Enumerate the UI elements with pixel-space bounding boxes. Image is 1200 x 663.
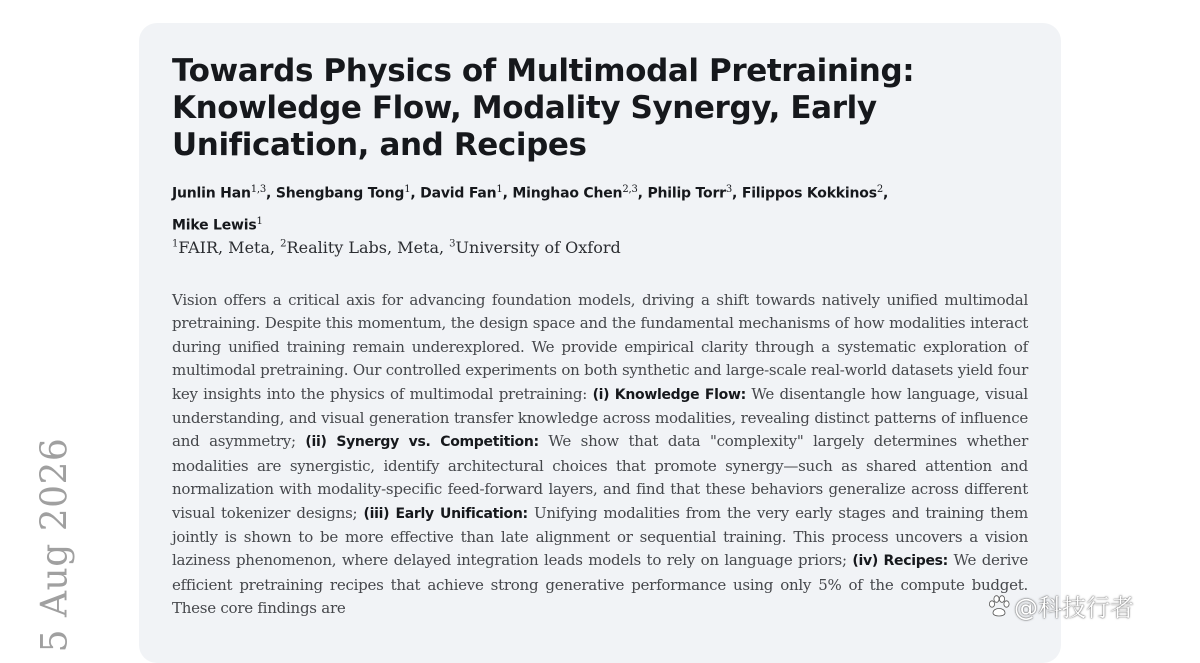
affiliation-number: 2 [280,238,287,250]
author-name: David Fan [420,185,497,202]
author-affiliation: 1 [496,184,503,195]
abstract-text-segment: We derive efficient pretraining recipes that achieve strong generative performance using only 5% of the compute budget. These core findings are [172,551,1028,618]
author-affiliation: 1 [404,184,411,195]
abstract-text-segment: We disentangle how language, visual understanding, and visual generation transfer knowledge across modalities, revealing distinct patterns of influence and asymmetry; [172,384,1028,451]
author-name: Mike Lewis [172,217,257,234]
affiliation-number: 3 [449,238,456,250]
abstract-text-segment: Unifying modalities from the very early stages and training them jointly is shown to be more effective than late alignment or sequential training. This process uncovers a vision laziness phenomenon, where delayed integration leads models to rely on language priors; [172,503,1028,570]
author-list: Junlin Han$^{1,3}$, Shengbang Tong$^1$, David Fan$^1$, Minghao Chen$^{2,3}$, Philip Torr$^3$, Filippos Kokkinos$^2$, Mike Lewis$^1$ [172,184,889,234]
abstract-text [172,289,1028,621]
watermark-text: @科技行者 [1014,594,1134,622]
author-affiliation: 3 [725,184,733,195]
author-affiliation: 1,3 [250,184,267,195]
affiliation-name: FAIR, Meta [178,238,270,257]
watermark [986,588,1134,623]
insight-heading-recipes: (iv) Recipes: [852,553,948,570]
author-affiliation: 1 [256,215,263,227]
affiliation-list: $^1$FAIR, Meta, $^2$Reality Labs, Meta, $^3$University of Oxford [172,238,621,257]
author-name: Minghao Chen [512,185,623,202]
paper-card [139,23,1061,663]
author-affiliation: 2,3 [622,184,638,195]
affiliation-number: 1 [172,238,179,250]
abstract-text-segment: Vision offers a critical axis for advancing foundation models, driving a shift towards natively unified multimodal pretraining. Despite this momentum, the design space and the fundamental mechanisms of how modalities interact during unified training remain underexplored. We provide empirical clarity through a systematic exploration of multimodal pretraining. Our controlled experiments on both synthetic and large-scale real-world datasets yield four key insights into the physics of multimodal pretraining: [172,291,1028,403]
affiliation-name: Reality Labs, Meta [286,238,439,257]
author-affiliation: 2 [876,184,884,195]
author-name: Shengbang Tong [275,185,405,202]
affiliation-name: University of Oxford [455,238,621,257]
insight-heading-synergy: (ii) Synergy vs. Competition: [305,434,539,451]
author-name: Filippos Kokkinos [741,185,877,202]
paw-icon [986,593,1012,619]
insight-heading-knowledge-flow: (i) Knowledge Flow: [592,386,746,403]
insight-heading-early-unification: (iii) Early Unification: [363,505,528,522]
author-name: Philip Torr [647,185,726,202]
arxiv-date-stamp: 5 Aug 2026 [34,437,76,653]
paper-title: Towards Physics of Multimodal Pretraining: Knowledge Flow, Modality Synergy, Early Unification, and Recipes [172,53,915,163]
abstract-text-segment: We show that data "complexity" largely determines whether modalities are synergistic, identify architectural choices that promote synergy—such as shared attention and normalization with modality-specific feed-forward layers, and find that these behaviors generalize across different visual tokenizer designs; [172,432,1028,522]
author-name: Junlin Han [172,185,251,202]
